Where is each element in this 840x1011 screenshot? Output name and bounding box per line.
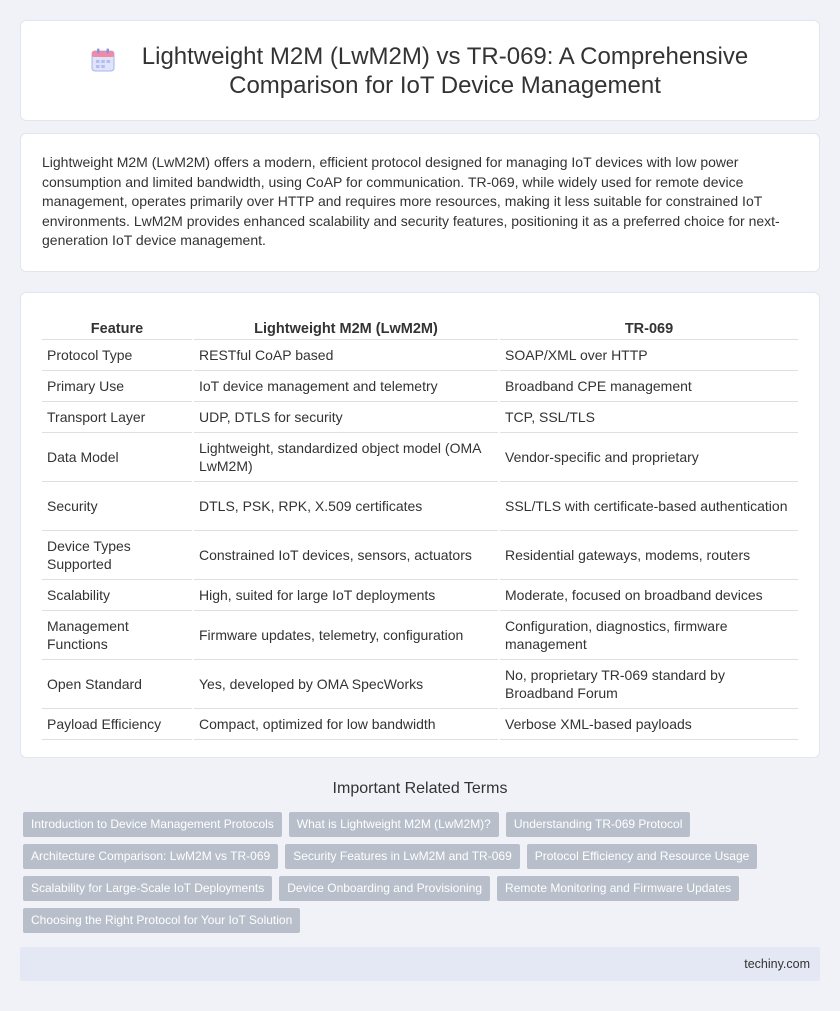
related-term-tag[interactable]: Device Onboarding and Provisioning	[279, 876, 490, 901]
table-cell: SOAP/XML over HTTP	[500, 340, 798, 371]
table-row	[42, 371, 798, 402]
header-tr069: TR-069	[500, 313, 798, 340]
table-cell: Yes, developed by OMA SpecWorks	[194, 660, 498, 709]
table-cell: Vendor-specific and proprietary	[500, 433, 798, 482]
comparison-table-card	[20, 292, 820, 758]
table-row	[42, 580, 798, 611]
table-header-row	[42, 313, 798, 340]
table-cell: IoT device management and telemetry	[194, 371, 498, 402]
table-row	[42, 402, 798, 433]
table-cell: RESTful CoAP based	[194, 340, 498, 371]
title-wrap	[90, 42, 750, 100]
footer-brand-link[interactable]: techiny.com	[744, 957, 810, 971]
table-cell: DTLS, PSK, RPK, X.509 certificates	[194, 482, 498, 531]
table-cell: Scalability	[42, 580, 192, 611]
table-cell: Configuration, diagnostics, firmware management	[500, 611, 798, 660]
table-row	[42, 340, 798, 371]
table-row	[42, 611, 798, 660]
header-lwm2m: Lightweight M2M (LwM2M)	[194, 313, 498, 340]
table-cell: Payload Efficiency	[42, 709, 192, 740]
table-cell: Firmware updates, telemetry, configuration	[194, 611, 498, 660]
related-term-tag[interactable]: Introduction to Device Management Protocols	[23, 812, 282, 837]
table-cell: High, suited for large IoT deployments	[194, 580, 498, 611]
header-feature: Feature	[42, 313, 192, 340]
table-row	[42, 660, 798, 709]
table-cell: Compact, optimized for low bandwidth	[194, 709, 498, 740]
table-cell: Primary Use	[42, 371, 192, 402]
related-term-tag[interactable]: Remote Monitoring and Firmware Updates	[497, 876, 739, 901]
table-row	[42, 482, 798, 531]
table-cell: Open Standard	[42, 660, 192, 709]
table-row	[42, 531, 798, 580]
table-cell: Lightweight, standardized object model (OMA LwM2M)	[194, 433, 498, 482]
related-terms-list	[23, 812, 813, 940]
table-cell: UDP, DTLS for security	[194, 402, 498, 433]
table-cell: Constrained IoT devices, sensors, actuators	[194, 531, 498, 580]
table-cell: Management Functions	[42, 611, 192, 660]
intro-paragraph: Lightweight M2M (LwM2M) offers a modern, efficient protocol designed for managing IoT devices with low power consumption and limited bandwidth, using CoAP for communication. TR-069, while widely used for remote device management, operates primarily over HTTP and requires more resources, making it less suitable for constrained IoT environments. LwM2M provides enhanced scalability and security features, positioning it as a preferred choice for next-generation IoT device management.	[42, 154, 780, 248]
related-term-tag[interactable]: Architecture Comparison: LwM2M vs TR-069	[23, 844, 278, 869]
intro-card	[20, 133, 820, 272]
table-cell: Verbose XML-based payloads	[500, 709, 798, 740]
footer	[20, 947, 820, 981]
table-cell: Residential gateways, modems, routers	[500, 531, 798, 580]
table-cell: Data Model	[42, 433, 192, 482]
table-cell: TCP, SSL/TLS	[500, 402, 798, 433]
table-cell: Security	[42, 482, 192, 531]
table-row	[42, 433, 798, 482]
related-term-tag[interactable]: What is Lightweight M2M (LwM2M)?	[289, 812, 499, 837]
related-terms-title: Important Related Terms	[332, 780, 508, 797]
related-term-tag[interactable]: Protocol Efficiency and Resource Usage	[527, 844, 758, 869]
related-term-tag[interactable]: Security Features in LwM2M and TR-069	[285, 844, 520, 869]
table-cell: Transport Layer	[42, 402, 192, 433]
table-cell: SSL/TLS with certificate-based authentication	[500, 482, 798, 531]
table-cell: Protocol Type	[42, 340, 192, 371]
related-term-tag[interactable]: Choosing the Right Protocol for Your IoT Solution	[23, 908, 300, 933]
page-title: Lightweight M2M (LwM2M) vs TR-069: A Comprehensive Comparison for IoT Device Management	[141, 42, 749, 99]
table-cell: Broadband CPE management	[500, 371, 798, 402]
comparison-table	[40, 313, 800, 740]
table-cell: Device Types Supported	[42, 531, 192, 580]
title-card	[20, 20, 820, 121]
table-row	[42, 709, 798, 740]
related-term-tag[interactable]: Scalability for Large-Scale IoT Deployments	[23, 876, 272, 901]
calendar-icon	[90, 47, 116, 73]
table-cell: Moderate, focused on broadband devices	[500, 580, 798, 611]
related-term-tag[interactable]: Understanding TR-069 Protocol	[506, 812, 691, 837]
table-cell: No, proprietary TR-069 standard by Broadband Forum	[500, 660, 798, 709]
